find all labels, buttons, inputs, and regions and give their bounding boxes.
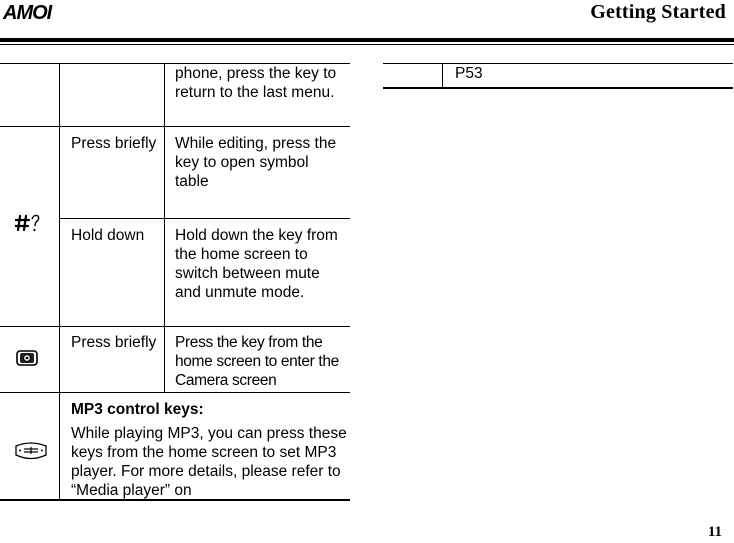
table-row-2-action: Hold down (71, 227, 145, 244)
amoi-logo (2, 2, 66, 24)
camera-key-icon (16, 349, 38, 367)
table-rule (0, 126, 350, 127)
hash-key-icon (15, 213, 41, 233)
page-number: 11 (707, 524, 722, 540)
table-row-2-description: Hold down the key from the home screen to switch between mute and unmute mode. (175, 227, 338, 301)
table-row-3-description: Press the key from the home screen to enter the Camera screen (175, 334, 339, 389)
table-rule (59, 218, 350, 219)
mp3-control-keys-title: MP3 control keys: (71, 401, 204, 418)
header-rule-thick (0, 38, 734, 42)
table-rule (0, 392, 350, 393)
table-row-4-content (71, 400, 347, 500)
page-reference: P53 (455, 65, 483, 82)
table-row-1-description: While editing, press the key to open symbol table (175, 135, 337, 190)
header-rule-thin (0, 44, 734, 45)
table-column-rule (59, 63, 60, 501)
table-column-rule (442, 63, 443, 88)
table-column-rule (164, 63, 165, 392)
table-row-0-description: phone, press the key to return to the last menu. (175, 65, 337, 101)
page-title: Getting Started (590, 1, 726, 23)
table-row-4-description: While playing MP3, you can press these keys from the home screen to set MP3 player. For more details, please refer to “Media player” on (71, 425, 347, 499)
table-row-1-action: Press briefly (71, 135, 157, 152)
table-row-3-action: Press briefly (71, 334, 157, 351)
logo-text: AMOI (3, 2, 52, 24)
mp3-keys-icon (15, 441, 47, 463)
table-rule (0, 326, 350, 327)
table-rule (383, 87, 733, 89)
